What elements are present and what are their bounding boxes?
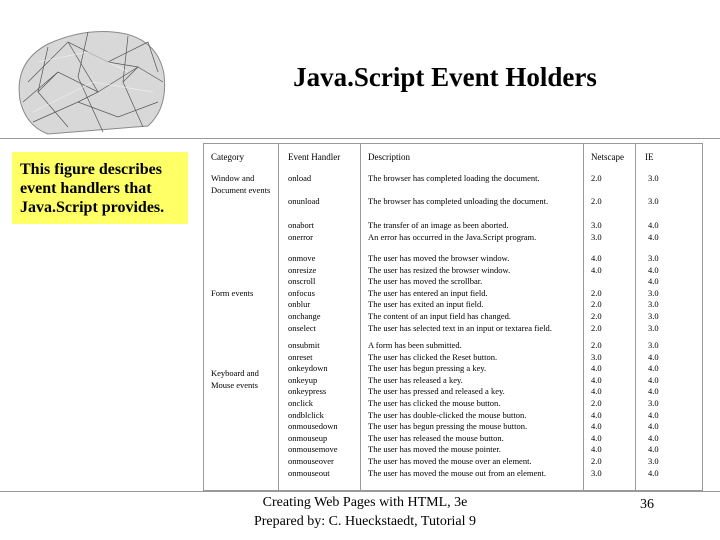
- footer-author: Prepared by: C. Hueckstaedt, Tutorial 9: [253, 514, 477, 529]
- ie-cell: 3.0 4.0 4.0 4.0 4.0 3.0 4.0 4.0 4.0 4.0 3.0 4.0: [648, 340, 659, 478]
- header-ie: IE: [645, 152, 654, 162]
- category-keyboard-mouse: Keyboard and Mouse events: [211, 368, 259, 390]
- column-divider: [360, 143, 361, 491]
- table-border-right: [702, 143, 703, 491]
- ie-cell: 3.0: [648, 173, 659, 183]
- category-form: Form events: [211, 288, 254, 298]
- page-number: 36: [640, 497, 654, 512]
- wireframe-photo: [8, 22, 168, 142]
- table-border-left: [203, 143, 204, 491]
- slide-title: Java.Script Event Holders: [293, 62, 597, 92]
- header-event-handler: Event Handler: [288, 152, 341, 162]
- title-divider: [0, 138, 720, 139]
- handler-cell: onsubmit onreset onkeydown onkeyup onkeypress onclick ondblclick onmousedown onmouseup onmousemove onmouseover onmouseout: [288, 340, 338, 478]
- event-handler-table: [203, 143, 703, 491]
- ie-cell: 3.0: [648, 196, 659, 206]
- column-divider: [635, 143, 636, 491]
- netscape-cell: 2.0: [591, 196, 602, 206]
- figure-callout: This figure describes event handlers that Java.Script provides.: [12, 152, 188, 224]
- table-border-top: [203, 143, 703, 144]
- column-divider: [583, 143, 584, 491]
- description-cell: The user has moved the browser window. The user has resized the browser window. The user has moved the scrollbar. The user has entered an input field. The user has exited an input field. The content of an input field has changed. The user has selected text in an input or textarea field.: [368, 253, 552, 333]
- category-window-document: Window and Document events: [211, 173, 271, 195]
- description-cell: The transfer of an image as been aborted. An error has occurred in the Java.Script program.: [368, 220, 537, 242]
- slide-footer: [230, 493, 500, 531]
- handler-cell: onabort onerror: [288, 220, 314, 242]
- handler-cell: onunload: [288, 196, 320, 206]
- header-category: Category: [211, 152, 244, 162]
- description-cell: The browser has completed loading the document.: [368, 173, 540, 183]
- handler-cell: onmove onresize onscroll onfocus onblur onchange onselect: [288, 253, 321, 333]
- header-description: Description: [368, 152, 410, 162]
- ie-cell: 4.0 4.0: [648, 220, 659, 242]
- description-cell: A form has been submitted. The user has clicked the Reset button. The user has begun pressing a key. The user has released a key. The user has pressed and released a key. The user has clicked the mouse button. The user has double-clicked the mouse button. The user has begun pressing the mouse button. The user has released the mouse button. The user has moved the mouse pointer. The user has moved the mouse over an element. The user has moved the mouse out from an element.: [368, 340, 546, 478]
- description-cell: The browser has completed unloading the document.: [368, 196, 549, 206]
- netscape-cell: 3.0 3.0: [591, 220, 602, 242]
- netscape-cell: 2.0: [591, 173, 602, 183]
- header-netscape: Netscape: [591, 152, 624, 162]
- netscape-cell: 4.0 4.0 2.0 2.0 2.0 2.0: [591, 253, 602, 333]
- footer-divider: [0, 491, 720, 492]
- footer-course-title: Creating Web Pages with HTML, 3e: [262, 495, 468, 510]
- ie-cell: 3.0 4.0 4.0 3.0 3.0 3.0 3.0: [648, 253, 659, 333]
- handler-cell: onload: [288, 173, 312, 183]
- column-divider: [278, 143, 279, 491]
- netscape-cell: 2.0 3.0 4.0 4.0 4.0 2.0 4.0 4.0 4.0 4.0 2.0 3.0: [591, 340, 602, 478]
